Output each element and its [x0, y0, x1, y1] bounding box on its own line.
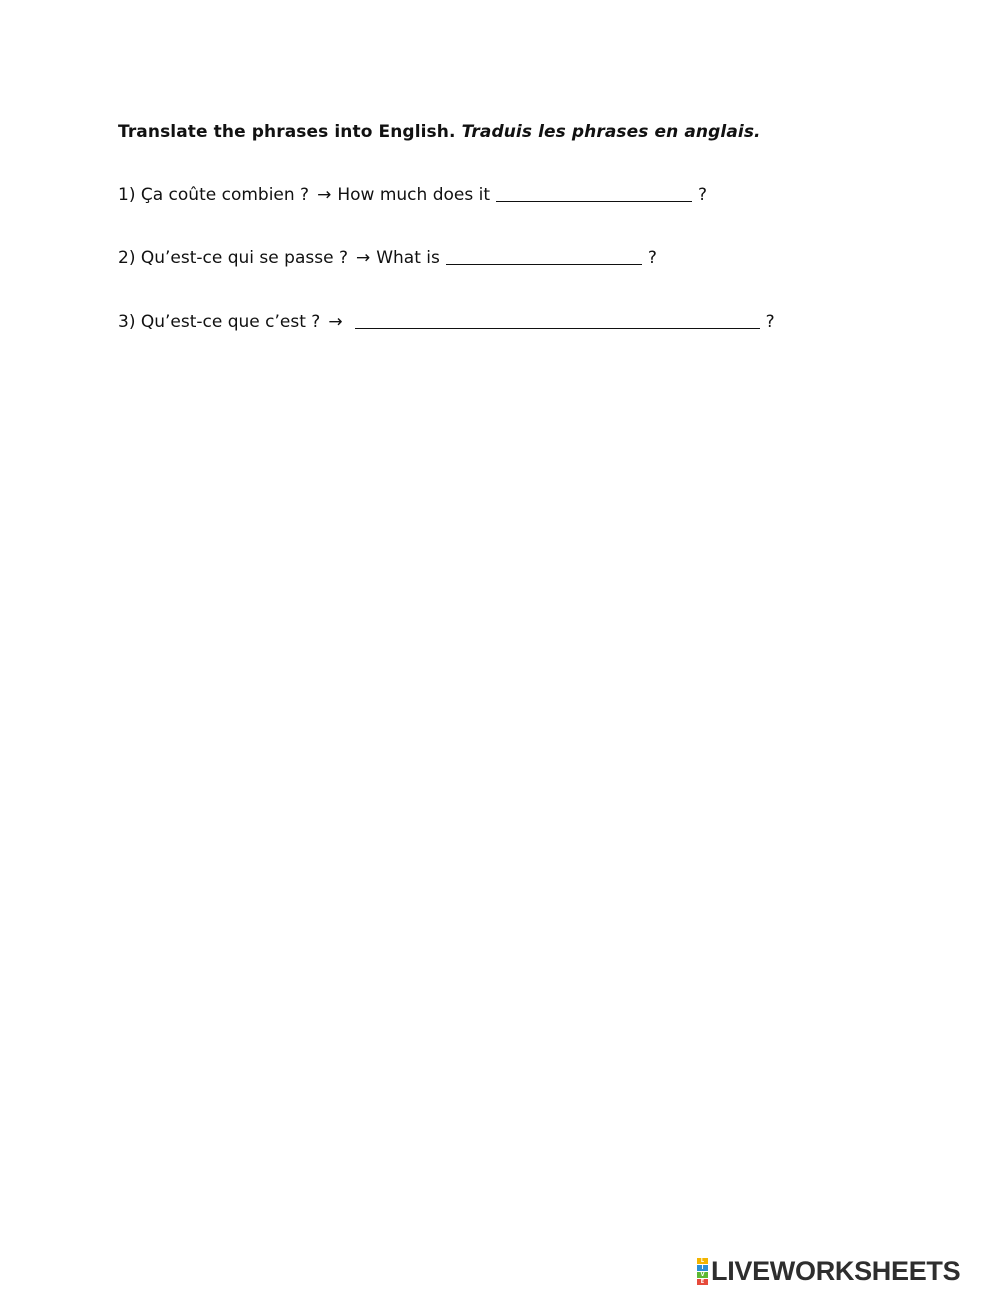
instructions — [118, 116, 878, 148]
question-1 — [118, 179, 878, 211]
arrow-icon: → — [355, 248, 371, 268]
answer-end: ? — [698, 185, 708, 205]
answer-blank-2[interactable] — [446, 244, 642, 265]
arrow-icon: → — [317, 185, 332, 205]
answer-start: How much does it — [337, 185, 490, 205]
answer-end: ? — [647, 248, 657, 268]
answer-start: What is — [376, 248, 440, 268]
question-2 — [118, 242, 878, 274]
question-prompt: Qu’est-ce qui se passe ? — [140, 248, 348, 268]
logo-text: LIVEWORKSHEETS — [711, 1255, 961, 1286]
logo-block-v: V — [697, 1272, 708, 1278]
answer-blank-3[interactable] — [355, 308, 760, 329]
worksheet — [118, 116, 878, 338]
liveworksheets-logo — [697, 1256, 960, 1286]
question-number: 1) — [118, 185, 136, 205]
instructions-french: Traduis les phrases en anglais. — [461, 122, 761, 142]
question-number: 3) — [118, 312, 136, 332]
answer-end: ? — [765, 312, 775, 332]
logo-block-e: E — [697, 1279, 708, 1285]
question-3 — [118, 306, 878, 338]
instructions-english: Translate the phrases into English. — [118, 122, 456, 142]
question-prompt: Ça coûte combien ? — [140, 185, 310, 205]
arrow-icon: → — [328, 312, 343, 332]
answer-blank-1[interactable] — [496, 181, 692, 202]
logo-block-i: I — [697, 1265, 708, 1271]
question-prompt: Qu’est-ce que c’est ? — [140, 312, 321, 332]
logo-block-l: L — [697, 1258, 708, 1264]
logo-blocks-icon — [697, 1258, 708, 1285]
question-number: 2) — [118, 248, 136, 268]
